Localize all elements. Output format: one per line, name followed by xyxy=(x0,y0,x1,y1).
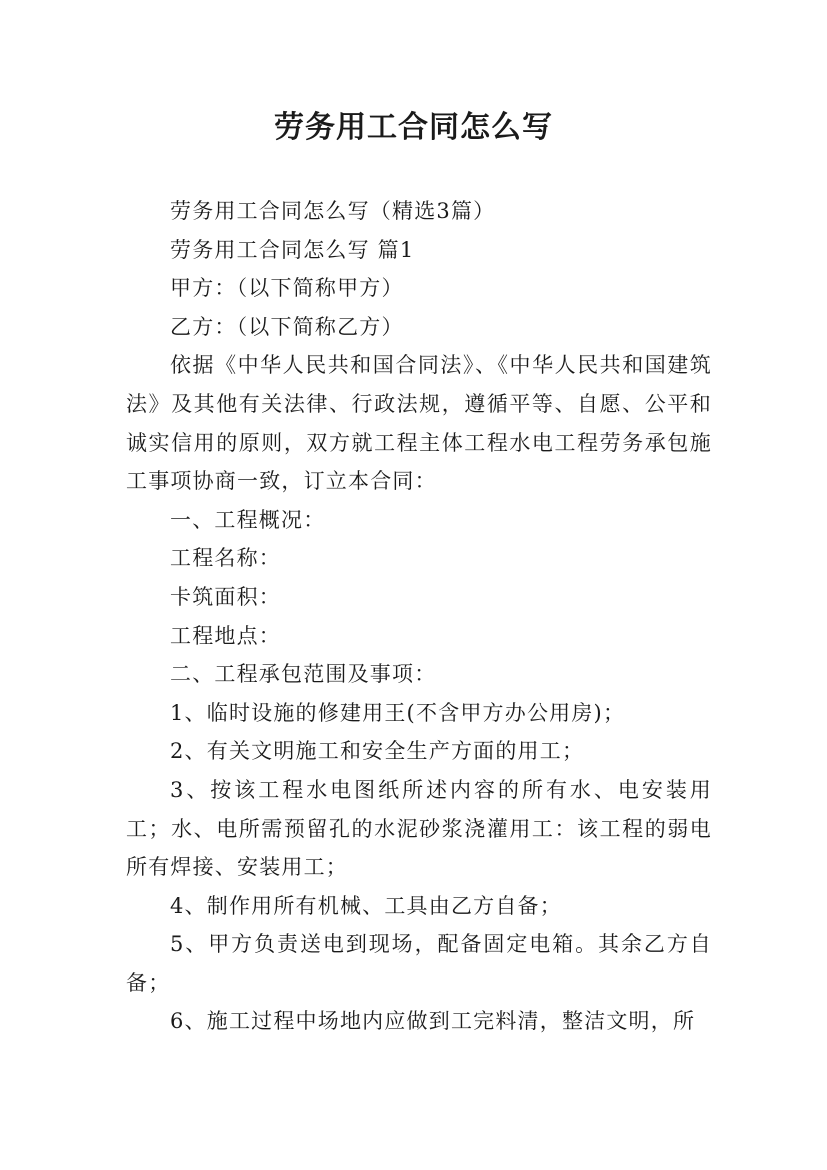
paragraph-item-2: 2、有关文明施工和安全生产方面的用工； xyxy=(170,739,585,764)
paragraph-section-heading: 劳务用工合同怎么写 篇1 xyxy=(170,237,415,262)
paragraph-item-3: 3、按该工程水电图纸所述内容的所有水、电安装用工；水、电所需预留孔的水泥砂浆浇灌用工：该工程的弱电所有焊接、安装用工； xyxy=(126,777,712,880)
paragraph-item-4: 4、制作用所有机械、工具由乙方自备； xyxy=(170,893,562,918)
document-title: 劳务用工合同怎么写 xyxy=(274,110,553,145)
paragraph-building-area: 卡筑面积： xyxy=(170,584,281,609)
paragraph-preamble: 依据《中华人民共和国合同法》、《中华人民共和国建筑法》及其他有关法律、行政法规，遵循平等、自愿、公平和诚实信用的原则，双方就工程主体工程水电工程劳务承包施工事项协商一致，订立本合同： xyxy=(126,353,712,494)
paragraph-clause-1-heading: 一、工程概况： xyxy=(170,507,326,532)
paragraph-clause-2-heading: 二、工程承包范围及事项： xyxy=(170,662,437,687)
paragraph-item-1: 1、临时设施的修建用王(不含甲方办公用房)； xyxy=(170,700,626,725)
paragraph-project-location: 工程地点： xyxy=(170,623,281,648)
paragraph-subtitle: 劳务用工合同怎么写（精选3篇） xyxy=(170,199,496,223)
paragraph-party-b: 乙方：（以下简称乙方） xyxy=(170,314,404,339)
paragraph-item-5: 5、甲方负责送电到现场，配备固定电箱。其余乙方自备； xyxy=(126,932,712,995)
paragraph-item-6: 6、施工过程中场地内应做到工完料清，整洁文明，所 xyxy=(170,1009,696,1034)
paragraph-project-name: 工程名称： xyxy=(170,546,281,571)
paragraph-party-a: 甲方：（以下简称甲方） xyxy=(170,276,404,301)
document-body xyxy=(126,192,712,1041)
